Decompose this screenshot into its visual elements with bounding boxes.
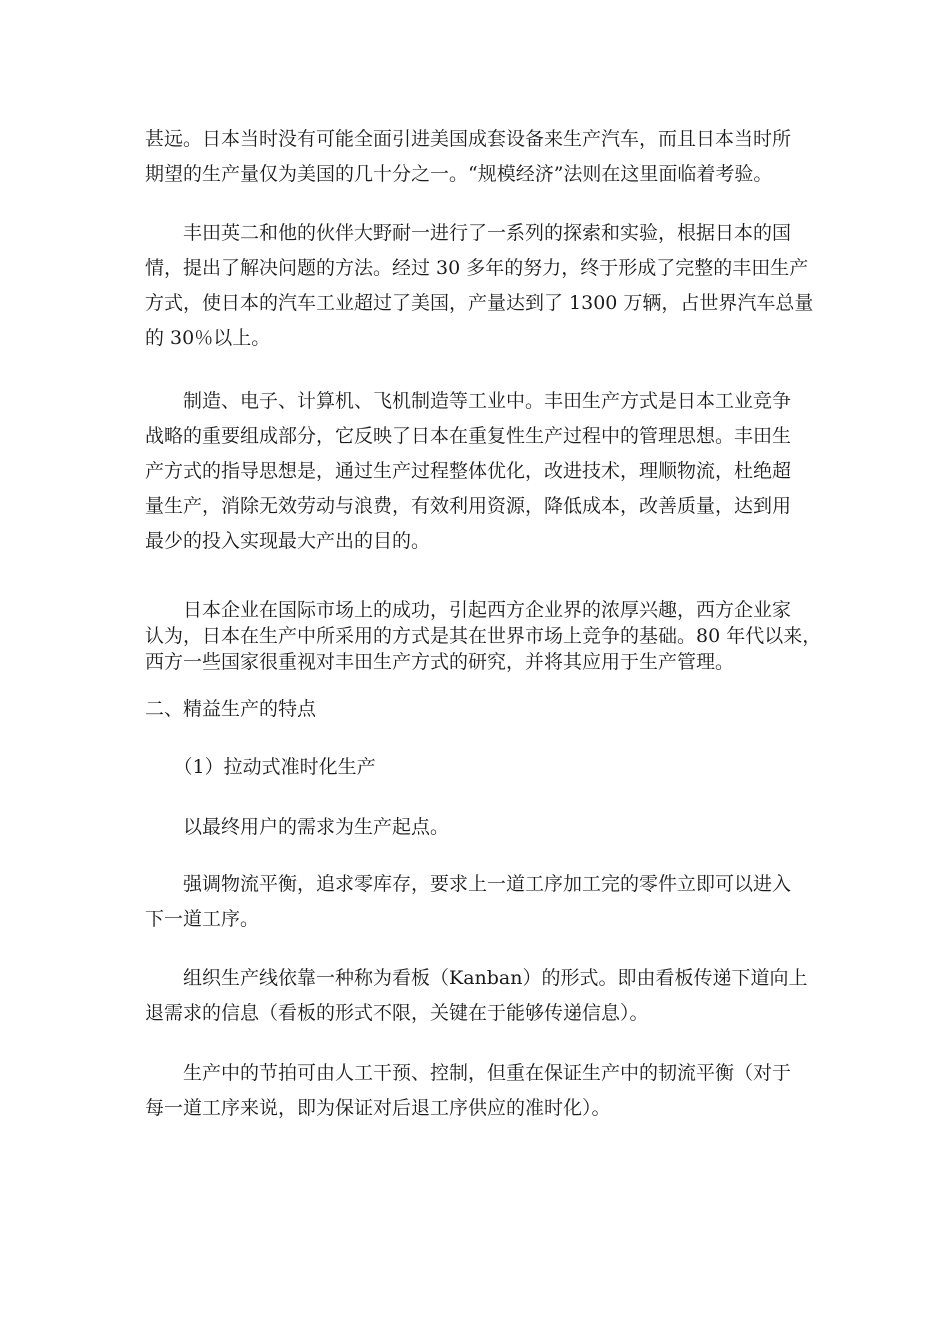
paragraph-toyota-history — [145, 216, 814, 356]
text-line: 情，提出了解决问题的方法。经过 30 多年的努力，终于形成了完整的丰田生产 — [145, 257, 809, 279]
text-line: 的 30％以上。 — [145, 327, 271, 349]
text-line: 期望的生产量仅为美国的几十分之一。“规模经济”法则在这里面临着考验。 — [145, 163, 773, 185]
text-line: 甚远。日本当时没有可能全面引进美国成套设备来生产汽车，而且日本当时所 — [145, 128, 792, 150]
text-line: 日本企业在国际市场上的成功，引起西方企业界的浓厚兴趣，西方企业家 — [145, 599, 792, 621]
text-line: 最少的投入实现最大产出的目的。 — [145, 530, 431, 552]
paragraph-western-interest — [145, 597, 822, 675]
text-line: 强调物流平衡，追求零库存，要求上一道工序加工完的零件立即可以进入 — [145, 873, 792, 895]
paragraph-kanban — [145, 961, 808, 1031]
subheading-line: （1）拉动式准时化生产 — [145, 756, 376, 778]
text-line: 每一道工序来说，即为保证对后退工序供应的准时化）。 — [145, 1097, 611, 1119]
text-line: 战略的重要组成部分，它反映了日本在重复性生产过程中的管理思想。丰田生 — [145, 425, 792, 447]
subheading-pull-jit — [145, 750, 805, 785]
text-line: 生产中的节拍可由人工干预、控制，但重在保证生产中的韧流平衡（对于 — [145, 1062, 792, 1084]
text-line: 方式，使日本的汽车工业超过了美国，产量达到了 1300 万辆，占世界汽车总量 — [145, 292, 814, 314]
text-line: 西方一些国家很重视对丰田生产方式的研究，并将其应用于生产管理。 — [145, 651, 735, 673]
paragraph-demand-start — [145, 810, 805, 845]
paragraph-toyota-strategy — [145, 384, 805, 559]
paragraph-takt — [145, 1056, 805, 1126]
text-line: 产方式的指导思想是，通过生产过程整体优化，改进技术，理顺物流，杜绝超 — [145, 460, 792, 482]
text-line: 制造、电子、计算机、飞机制造等工业中。丰田生产方式是日本工业竞争 — [145, 390, 792, 412]
section-heading — [145, 692, 805, 727]
paragraph-scale-economy — [145, 122, 805, 192]
text-line: 认为，日本在生产中所采用的方式是其在世界市场上竞争的基础。80 年代以来， — [145, 625, 822, 647]
text-line: 组织生产线依靠一种称为看板（Kanban）的形式。即由看板传递下道向上 — [145, 967, 808, 989]
text-line: 退需求的信息（看板的形式不限，关键在于能够传递信息）。 — [145, 1002, 649, 1024]
text-line: 丰田英二和他的伙伴大野耐一进行了一系列的探索和实验，根据日本的国 — [145, 222, 792, 244]
text-line: 量生产，消除无效劳动与浪费，有效利用资源，降低成本，改善质量，达到用 — [145, 495, 792, 517]
text-line: 下一道工序。 — [145, 908, 260, 930]
heading-line: 二、精益生产的特点 — [145, 698, 317, 720]
paragraph-flow-balance — [145, 867, 805, 937]
text-line: 以最终用户的需求为生产起点。 — [145, 816, 450, 838]
